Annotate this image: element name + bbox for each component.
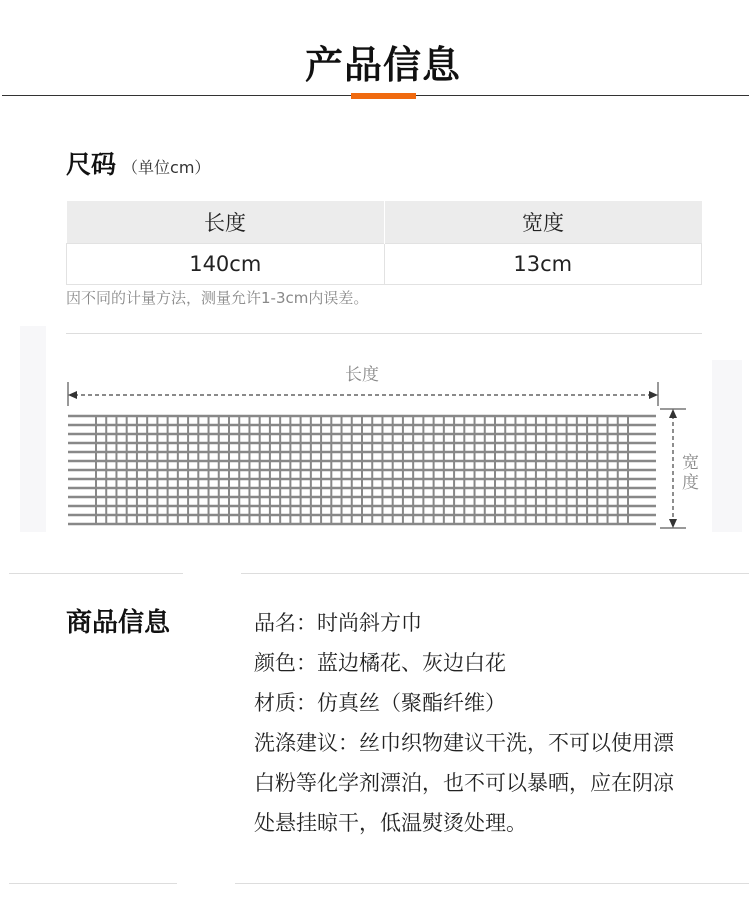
info-heading: 商品信息 (66, 608, 171, 638)
size-value-length: 140cm (67, 244, 385, 285)
width-label-char-1: 宽 (682, 453, 699, 473)
length-arrow-right (649, 391, 658, 399)
info-material: 材质：仿真丝（聚酯纤维） (254, 691, 506, 715)
table-row (67, 244, 702, 285)
width-label-char-2: 度 (682, 473, 699, 493)
bottom-divider-left (9, 883, 177, 884)
size-table (66, 201, 702, 285)
size-col-length: 长度 (67, 201, 385, 244)
scarf-size-diagram (0, 350, 750, 550)
info-color: 颜色：蓝边橘花、灰边白花 (254, 651, 506, 675)
size-heading (66, 145, 210, 181)
size-value-width: 13cm (384, 244, 702, 285)
width-label (682, 453, 699, 493)
info-care-line-3: 处悬挂晾干，低温熨烫处理。 (254, 811, 527, 835)
info-product-name: 品名：时尚斜方巾 (254, 611, 422, 635)
title-accent-bar (351, 93, 416, 99)
length-label: 长度 (345, 365, 379, 385)
info-list (254, 603, 744, 843)
size-heading-text: 尺码 (66, 150, 117, 179)
width-arrow-top (669, 409, 677, 418)
length-arrow-left (68, 391, 77, 399)
info-care-line-2: 白粉等化学剂漂泊，也不可以暴晒，应在阴凉 (254, 771, 674, 795)
scarf-illustration (68, 416, 656, 524)
diagram-divider (66, 333, 702, 334)
info-divider-left (9, 573, 183, 574)
size-unit: （单位cm） (122, 158, 211, 177)
bottom-divider-right (235, 883, 749, 884)
size-col-width: 宽度 (384, 201, 702, 244)
size-note: 因不同的计量方法，测量允许1-3cm内误差。 (66, 289, 369, 307)
info-care-line-1: 洗涤建议：丝巾织物建议干洗，不可以使用漂 (254, 731, 674, 755)
size-table-header (67, 201, 702, 244)
page-title: 产品信息 (304, 43, 461, 87)
width-arrow-bottom (669, 519, 677, 528)
info-divider-right (241, 573, 749, 574)
